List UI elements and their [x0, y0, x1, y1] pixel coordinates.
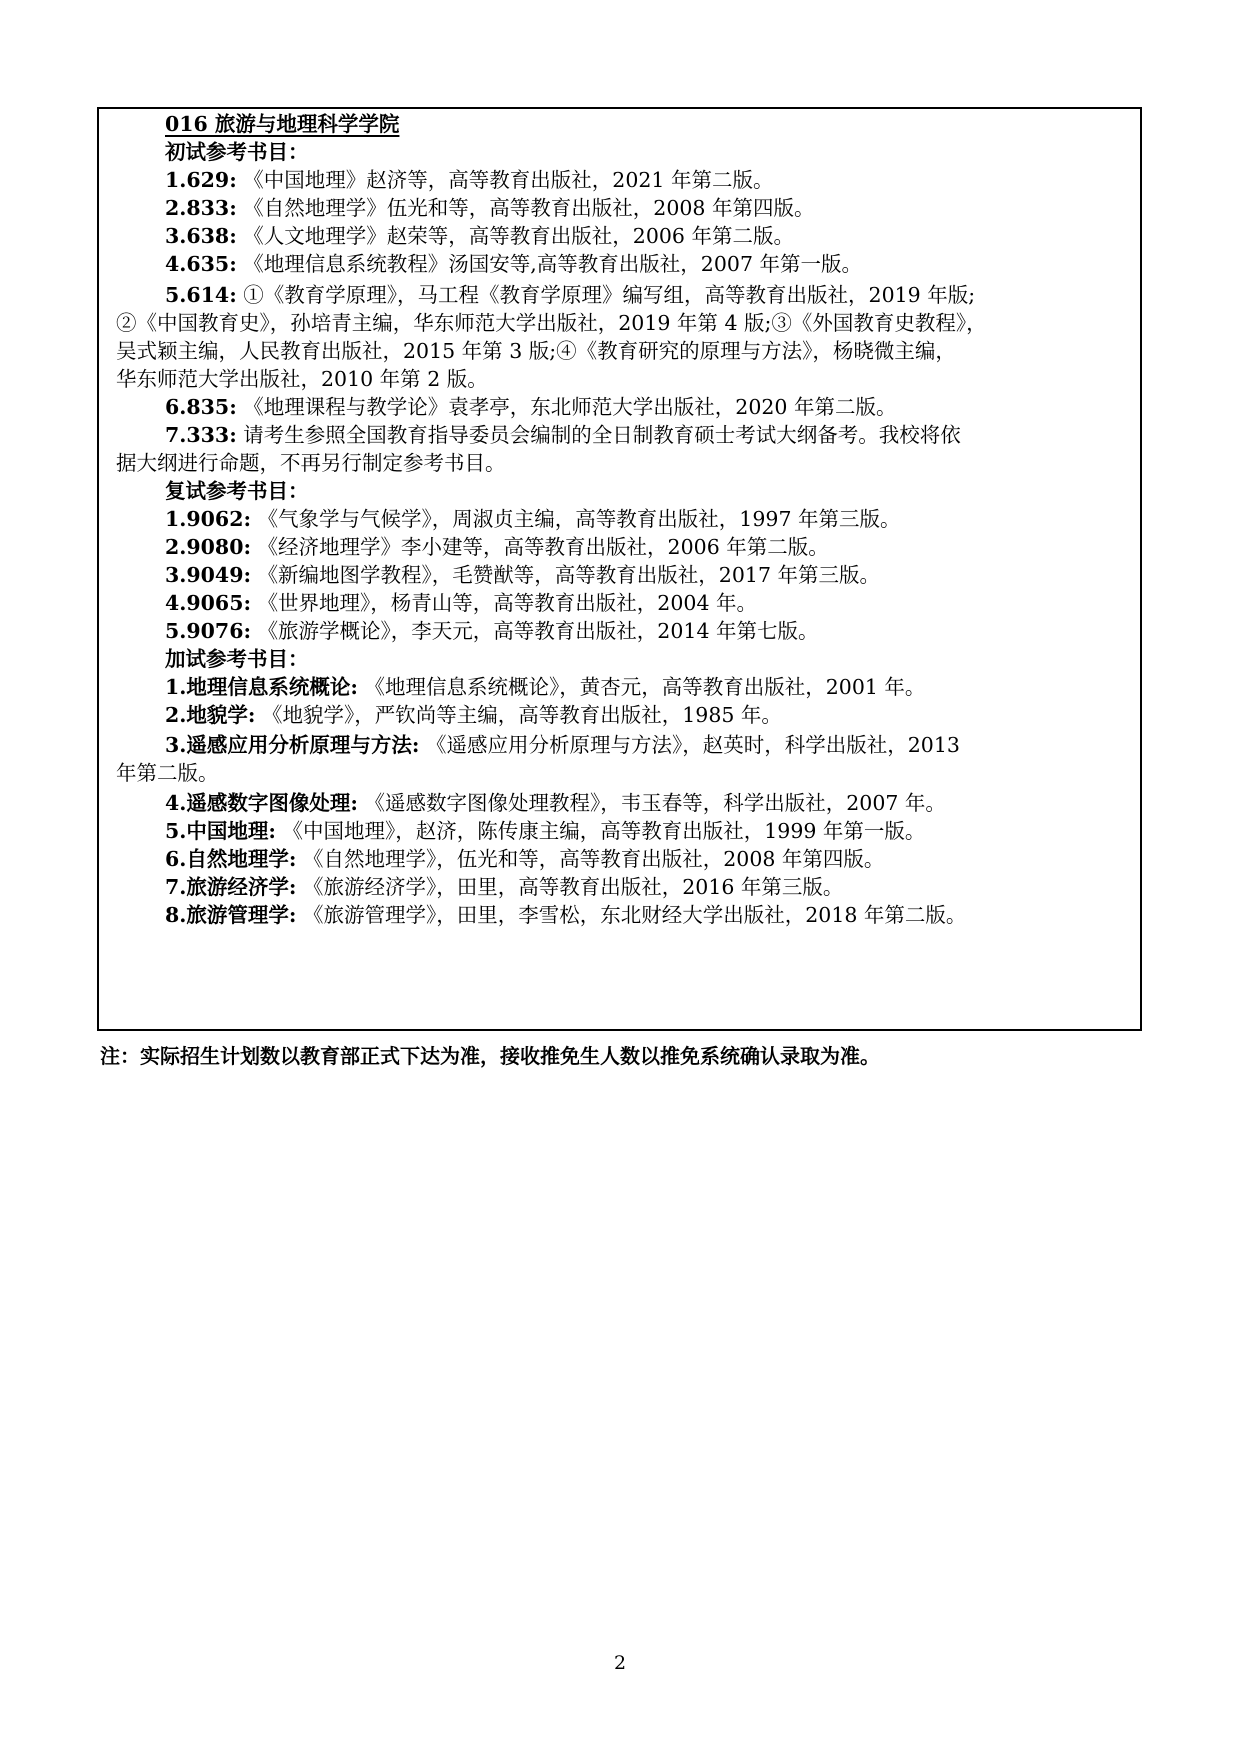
retest-heading: 复试参考书目： [165, 479, 309, 503]
item-code: 4.遥感数字图像处理: [165, 791, 358, 815]
initial-exam-item-3 [165, 221, 794, 251]
item-text: 《地理信息系统教程》汤国安等,高等教育出版社，2007 年第一版。 [243, 252, 862, 276]
item-text: 《气象学与气候学》，周淑贞主编，高等教育出版社，1997 年第三版。 [257, 507, 901, 531]
retest-item-2 [165, 532, 829, 562]
item-code: 7.旅游经济学: [165, 875, 297, 899]
additional-item-3-continuation: 年第二版。 [116, 761, 219, 785]
item-code: 6.自然地理学: [165, 847, 297, 871]
item-code: 1.9062: [165, 507, 252, 531]
item-text: 请考生参照全国教育指导委员会编制的全日制教育硕士考试大纲备考。我校将依 [243, 423, 961, 447]
initial-exam-item-5-continuation: 华东师范大学出版社，2010 年第 2 版。 [116, 367, 488, 391]
additional-item-7 [165, 872, 843, 902]
item-code: 5.614: [165, 283, 237, 307]
item-text: 《旅游管理学》，田里，李雪松，东北财经大学出版社，2018 年第二版。 [303, 903, 967, 927]
item-code: 3.638: [165, 224, 237, 248]
item-code: 1.地理信息系统概论: [165, 675, 358, 699]
additional-item-1 [165, 672, 925, 702]
initial-exam-item-4 [165, 249, 862, 279]
item-text: 《旅游学概论》，李天元，高等教育出版社，2014 年第七版。 [257, 619, 819, 643]
item-text: 《遥感数字图像处理教程》，韦玉春等，科学出版社，2007 年。 [364, 791, 946, 815]
initial-exam-item-5-continuation: ②《中国教育史》，孙培青主编，华东师范大学出版社，2019 年第 4 版;③《外国教育史教程》， [116, 311, 987, 335]
initial-exam-item-7-continuation: 据大纲进行命题，不再另行制定参考书目。 [116, 451, 506, 475]
item-text: 《遥感应用分析原理与方法》，赵英时，科学出版社，2013 [426, 733, 960, 757]
department-title: 016 旅游与地理科学学院 [165, 112, 400, 136]
initial-exam-item-5-continuation: 吴式颖主编，人民教育出版社，2015 年第 3 版;④《教育研究的原理与方法》，杨晓微主编， [116, 339, 956, 363]
item-code: 8.旅游管理学: [165, 903, 297, 927]
item-code: 4.635: [165, 252, 237, 276]
item-text: 《经济地理学》李小建等，高等教育出版社，2006 年第二版。 [257, 535, 829, 559]
initial-exam-item-2 [165, 193, 814, 223]
initial-exam-item-5 [165, 280, 975, 310]
item-code: 2.9080: [165, 535, 252, 559]
additional-item-3 [165, 730, 960, 760]
item-code: 2.地貌学: [165, 703, 256, 727]
additional-item-5 [165, 816, 925, 846]
footnote: 注：实际招生计划数以教育部正式下达为准，接收推免生人数以推免系统确认录取为准。 [100, 1044, 880, 1068]
item-text: 《自然地理学》，伍光和等，高等教育出版社，2008 年第四版。 [303, 847, 885, 871]
item-text: 《自然地理学》伍光和等，高等教育出版社，2008 年第四版。 [243, 196, 815, 220]
retest-item-5 [165, 616, 819, 646]
additional-item-8 [165, 900, 966, 930]
item-text: 《中国地理》赵济等，高等教育出版社，2021 年第二版。 [243, 168, 774, 192]
item-code: 3.9049: [165, 563, 252, 587]
additional-item-6 [165, 844, 884, 874]
item-code: 6.835: [165, 395, 237, 419]
item-code: 1.629: [165, 168, 237, 192]
item-code: 3.遥感应用分析原理与方法: [165, 733, 420, 757]
initial-exam-item-7 [165, 420, 961, 450]
item-code: 2.833: [165, 196, 237, 220]
page-number: 2 [613, 1652, 627, 1674]
item-code: 7.333: [165, 423, 237, 447]
additional-item-4 [165, 788, 946, 818]
item-text: 《人文地理学》赵荣等，高等教育出版社，2006 年第二版。 [243, 224, 794, 248]
retest-item-3 [165, 560, 880, 590]
additional-heading: 加试参考书目： [165, 647, 309, 671]
item-text: 《旅游经济学》，田里，高等教育出版社，2016 年第三版。 [303, 875, 844, 899]
additional-item-2 [165, 700, 782, 730]
initial-exam-item-6 [165, 392, 896, 422]
reference-books-box [97, 107, 1142, 1031]
item-code: 5.9076: [165, 619, 252, 643]
initial-exam-item-1 [165, 165, 773, 195]
item-code: 5.中国地理: [165, 819, 276, 843]
item-code: 4.9065: [165, 591, 252, 615]
item-text: 《世界地理》，杨青山等，高等教育出版社，2004 年。 [257, 591, 757, 615]
initial-exam-heading: 初试参考书目： [165, 140, 309, 164]
item-text: 《新编地图学教程》，毛赞猷等，高等教育出版社，2017 年第三版。 [257, 563, 880, 587]
retest-item-4 [165, 588, 757, 618]
item-text: 《地理课程与教学论》袁孝亭，东北师范大学出版社，2020 年第二版。 [243, 395, 897, 419]
retest-item-1 [165, 504, 901, 534]
item-text: 《中国地理》，赵济，陈传康主编，高等教育出版社，1999 年第一版。 [282, 819, 926, 843]
item-text: 《地理信息系统概论》，黄杏元，高等教育出版社，2001 年。 [364, 675, 926, 699]
item-text: ①《教育学原理》，马工程《教育学原理》编写组，高等教育出版社，2019 年版; [243, 283, 976, 307]
item-text: 《地貌学》，严钦尚等主编，高等教育出版社，1985 年。 [262, 703, 782, 727]
